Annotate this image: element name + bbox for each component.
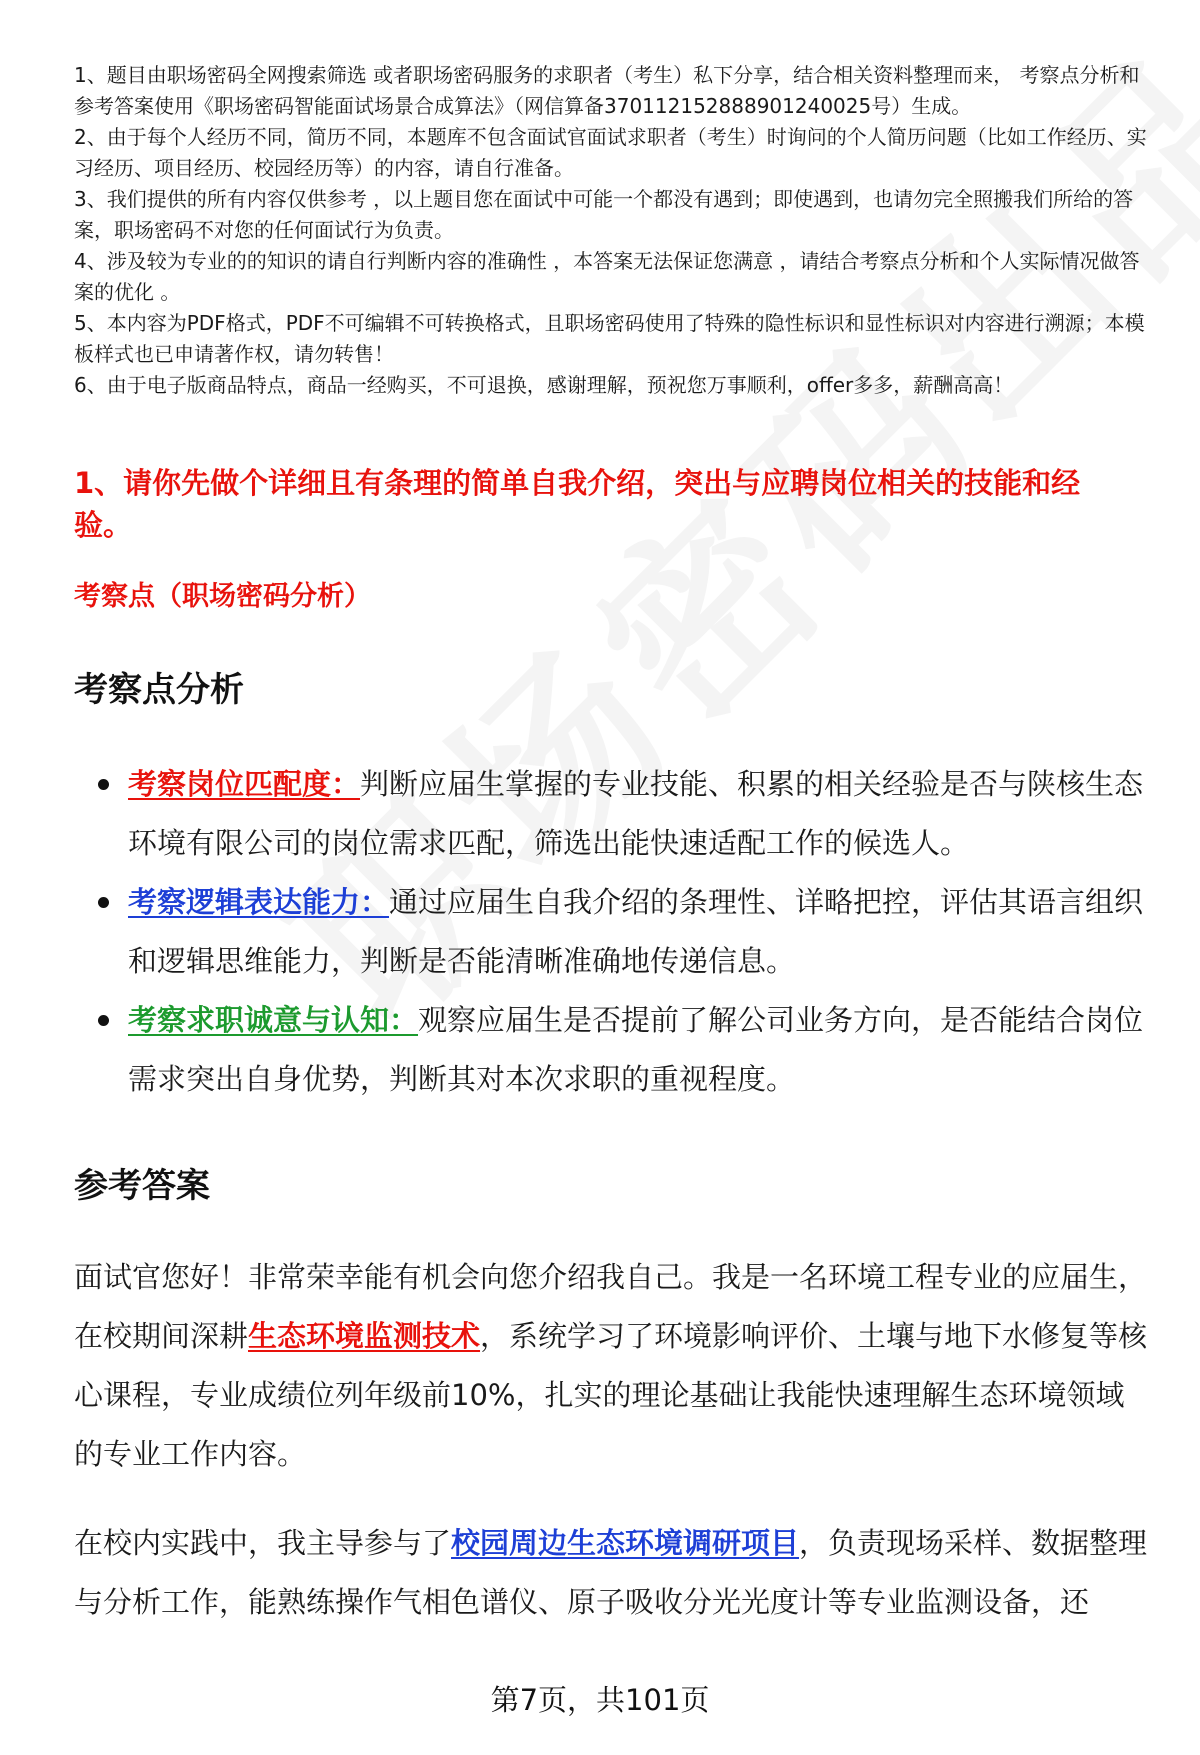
answer-paragraph	[74, 1514, 1152, 1632]
bullet-text: 观察应届生是否提前了解公司业务方向，是否能结合岗位需求突出自身优势，判断其对本次求职的重视程度。	[128, 1003, 1144, 1096]
answer-heading: 参考答案	[74, 1166, 210, 1206]
notice-item: 3、我们提供的所有内容仅供参考 ，以上题目您在面试中可能一个都没有遇到；即使遇到，也请勿完全照搬我们所给的答案，职场密码不对您的任何面试行为负责。	[74, 187, 1134, 242]
bullet-dot-icon	[98, 1015, 109, 1026]
notice-item: 1、题目由职场密码全网搜索筛选 或者职场密码服务的求职者（考生）私下分享，结合相关资料整理而来， 考察点分析和参考答案使用《职场密码智能面试场景合成算法》（网信算备370112152888901240025号）生成。	[74, 63, 1140, 118]
bullet-dot-icon	[98, 779, 109, 790]
notice-item: 4、涉及较为专业的的知识的请自行判断内容的准确性 ，本答案无法保证您满意 ，请结合考察点分析和个人实际情况做答案的优化 。	[74, 249, 1140, 304]
analysis-heading: 考察点分析	[74, 670, 244, 710]
notice-item: 6、由于电子版商品特点，商品一经购买，不可退换，感谢理解，预祝您万事顺利，offer多多，薪酬高高！	[74, 373, 1014, 397]
bullet-label: 考察求职诚意与认知：	[128, 1003, 419, 1037]
notice-item: 5、本内容为PDF格式，PDF不可编辑不可转换格式，且职场密码使用了特殊的隐性标识和显性标识对内容进行溯源；本模板样式也已申请著作权，请勿转售！	[74, 311, 1145, 366]
analysis-list	[74, 755, 1149, 1109]
highlight-text: 生态环境监测技术	[248, 1319, 481, 1353]
para-text: 面试官您好！非常荣幸能有机会向您介绍我自己。我是一名环境工程专业的应届生，在校期间深耕	[74, 1260, 1148, 1353]
notice-item: 2、由于每个人经历不同，简历不同，本题库不包含面试官面试求职者（考生）时询问的个人简历问题（比如工作经历、实习经历、项目经历、校园经历等）的内容，请自行准备。	[74, 125, 1147, 180]
bullet-text: 通过应届生自我介绍的条理性、详略把控，评估其语言组织和逻辑思维能力，判断是否能清晰准确地传递信息。	[128, 885, 1144, 978]
para-text: ，系统学习了环境影响评价、土壤与地下水修复等核心课程，专业成绩位列年级前10%，扎实的理论基础让我能快速理解生态环境领域的专业工作内容。	[74, 1319, 1148, 1471]
disclaimer-notices	[74, 60, 1154, 401]
bullet-text: 判断应届生掌握的专业技能、积累的相关经验是否与陕核生态环境有限公司的岗位需求匹配，筛选出能快速适配工作的候选人。	[128, 767, 1144, 860]
para-text: ，负责现场采样、数据整理与分析工作，能熟练操作气相色谱仪、原子吸收分光光度计等专业监测设备，还	[74, 1526, 1148, 1619]
bullet-dot-icon	[98, 897, 109, 908]
list-item	[74, 755, 1149, 873]
page-number: 第7页，共101页	[490, 1683, 710, 1717]
question-title: 1、请你先做个详细且有条理的简单自我介绍，突出与应聘岗位相关的技能和经验。	[74, 466, 1081, 542]
para-text: 在校内实践中，我主导参与了	[74, 1526, 452, 1560]
bullet-label: 考察逻辑表达能力：	[128, 885, 390, 919]
highlight-text: 校园周边生态环境调研项目	[451, 1526, 800, 1560]
key-points-label: 考察点（职场密码分析）	[74, 581, 371, 612]
bullet-label: 考察岗位匹配度：	[128, 767, 361, 801]
list-item	[74, 991, 1149, 1109]
answer-paragraph	[74, 1248, 1152, 1484]
list-item	[74, 873, 1149, 991]
